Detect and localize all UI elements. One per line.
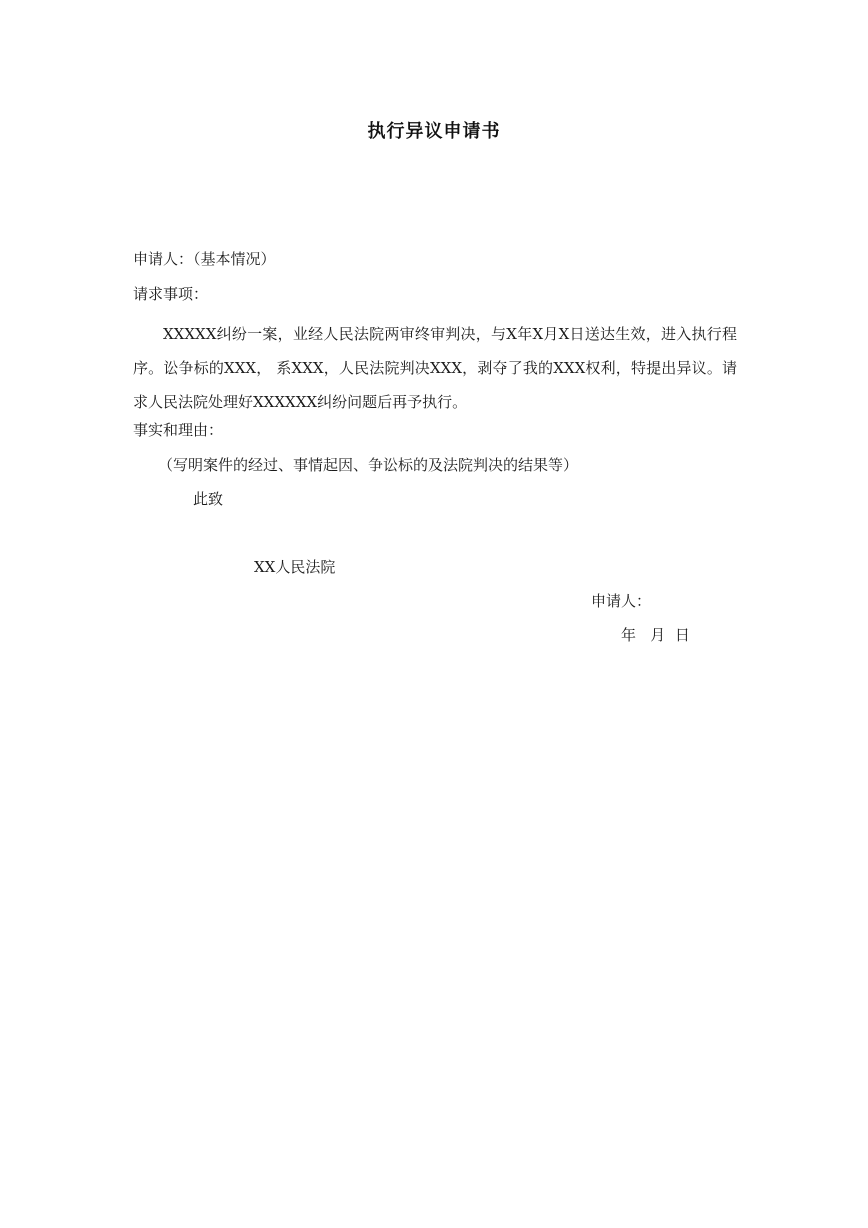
request-heading: 请求事项： bbox=[133, 285, 209, 303]
facts-heading: 事实和理由： bbox=[133, 421, 224, 439]
applicant-line: 申请人：（基本情况） bbox=[133, 250, 276, 268]
document-title: 执行异议申请书 bbox=[367, 121, 501, 142]
facts-body: （写明案件的经过、事情起因、争讼标的及法院判决的结果等） bbox=[158, 456, 579, 474]
signature-label: 申请人： bbox=[591, 592, 652, 610]
date-line: 年 月 日 bbox=[621, 626, 690, 644]
recipient-court: XX人民法院 bbox=[254, 558, 336, 576]
request-body: XXXXX纠纷一案，业经人民法院两审终审判决，与X年X月X日送达生效，进入执行程序。讼争标的XXX， 系XXX，人民法院判决XXX，剥夺了我的XXX权利，特提出异议。请求人民法院处理好XXXXXX纠纷问题后再予执行。 bbox=[133, 325, 737, 411]
closing-text: 此致 bbox=[193, 490, 224, 508]
